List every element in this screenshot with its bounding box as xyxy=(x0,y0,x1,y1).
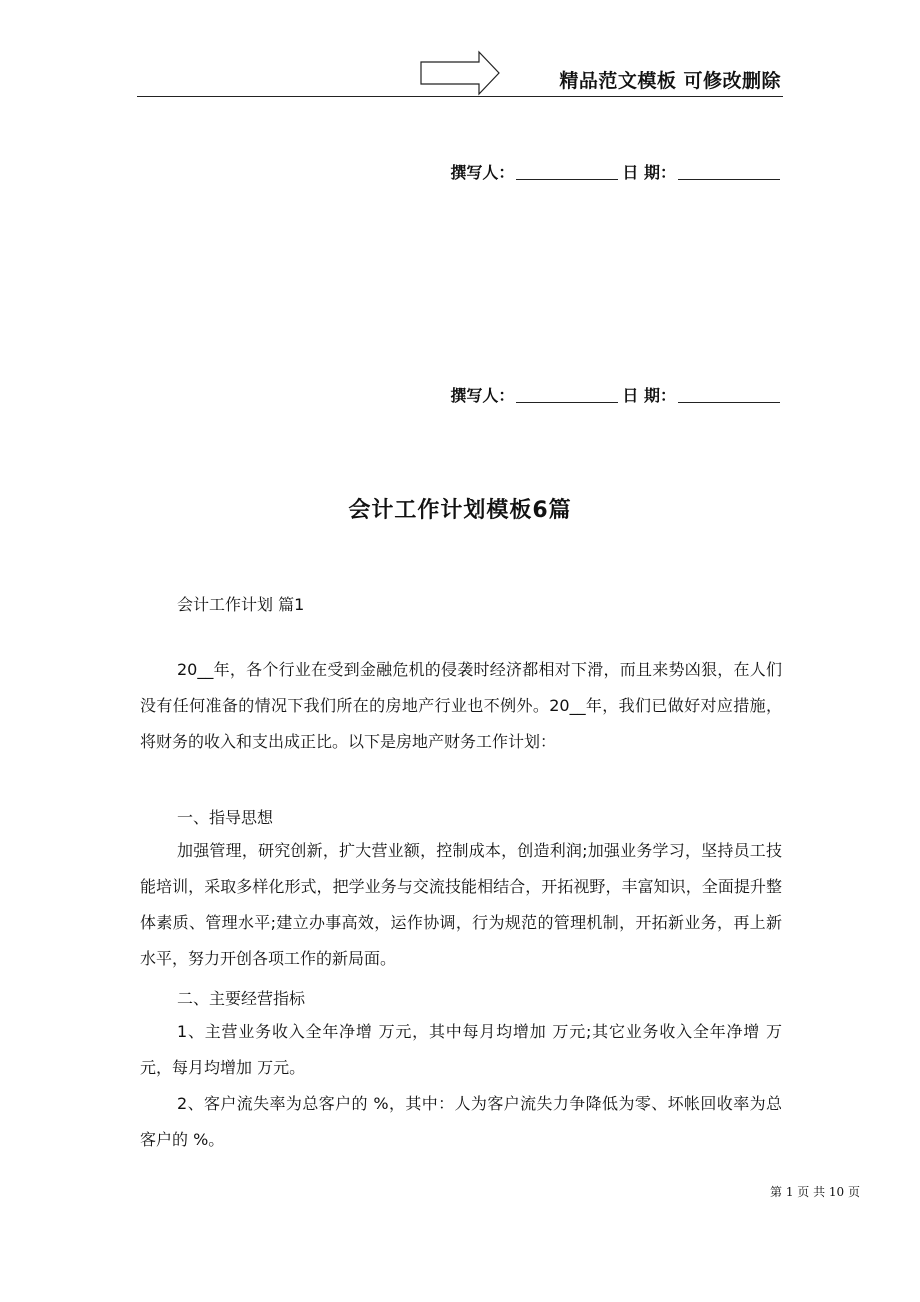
date-blank xyxy=(678,178,780,180)
arrow-right-icon xyxy=(419,50,503,96)
header-brand-text: 精品范文模板 可修改删除 xyxy=(559,70,781,92)
subheading-guiding-idea: 一、指导思想 xyxy=(177,808,274,827)
author-blank xyxy=(516,401,618,403)
signature-row-2 xyxy=(450,383,782,406)
signature-row-1 xyxy=(450,160,782,183)
paragraph-target-1: 1、主营业务收入全年净增 万元，其中每月均增加 万元;其它业务收入全年净增 万元，每月均增加 万元。 xyxy=(140,1022,782,1077)
page-indicator: 第 1 页 共 10 页 xyxy=(770,1185,860,1199)
date-label: 日 期： xyxy=(622,386,676,405)
document-title: 会计工作计划模板6篇 xyxy=(348,498,572,523)
author-blank xyxy=(516,178,618,180)
author-label: 撰写人： xyxy=(450,163,515,182)
author-label: 撰写人： xyxy=(450,386,515,405)
date-label: 日 期： xyxy=(622,163,676,182)
section-heading: 会计工作计划 篇1 xyxy=(177,595,305,614)
subheading-business-targets: 二、主要经营指标 xyxy=(177,989,306,1008)
paragraph-target-2: 2、客户流失率为总客户的 %，其中：人为客户流失力争降低为零、坏帐回收率为总客户的 %。 xyxy=(140,1094,782,1149)
date-blank xyxy=(678,401,780,403)
page-header xyxy=(137,50,783,97)
paragraph-guiding-idea: 加强管理，研究创新，扩大营业额，控制成本，创造利润;加强业务学习，坚持员工技能培训，采取多样化形式，把学业务与交流技能相结合，开拓视野，丰富知识，全面提升整体素质、管理水平;建立办事高效，运作协调，行为规范的管理机制，开拓新业务，再上新水平，努力开创各项工作的新局面。 xyxy=(140,841,782,968)
paragraph-intro: 20__年，各个行业在受到金融危机的侵袭时经济都相对下滑，而且来势凶狠，在人们没有任何准备的情况下我们所在的房地产行业也不例外。20__年，我们已做好对应措施，将财务的收入和支出成正比。以下是房地产财务工作计划： xyxy=(140,660,782,751)
